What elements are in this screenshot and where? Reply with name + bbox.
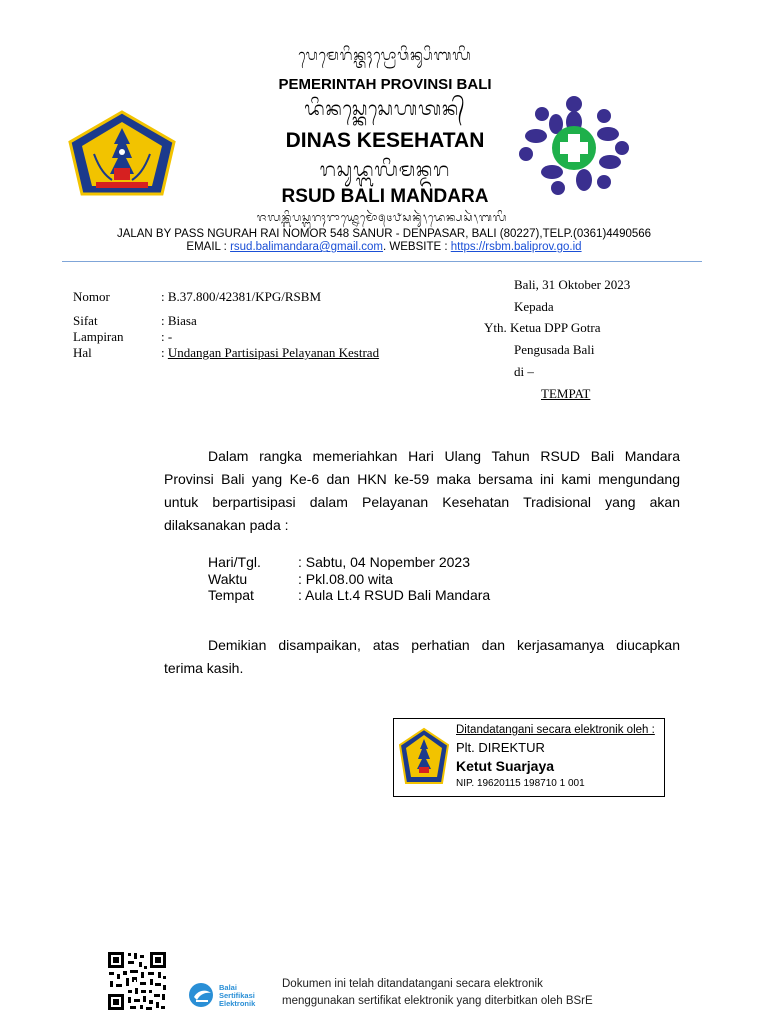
aksara-address: ᬚᬮᬦ᭄ᬩᬶᬧᬲ᭄ᬗᬸᬭᬄᬭᬵᬬ᭄ᬦᭀᬫᭀᬃ᭕᭔᭘ᬲᬦᬸᬃ᭞ᬤᬾᬦ᭄ᬧᬲᬃ᭞ᬩᬮᬶ <box>256 211 508 224</box>
detail-date-value: : Sabtu, 04 Nopember 2023 <box>298 554 471 570</box>
hospital-title: RSUD BALI MANDARA <box>281 186 489 207</box>
para1-line-2: Provinsi Bali yang Ke-6 dan HKN ke-59 maka bersama ini kami mengundang <box>164 471 680 487</box>
signer-nip: NIP. 19620115 198710 1 001 <box>456 778 585 789</box>
e-signature-box <box>393 718 665 797</box>
para2-line-2: terima kasih. <box>164 660 244 676</box>
bsre-label-line-3: Elektronik <box>219 999 256 1008</box>
nomor-value: : B.37.800/42381/KPG/RSBM <box>161 289 322 304</box>
website-label: . WEBSITE : <box>383 241 451 253</box>
lampiran-label: Lampiran <box>73 329 124 344</box>
body-paragraph-1 <box>164 445 680 537</box>
letter-date: Bali, 31 Oktober 2023 <box>514 277 631 292</box>
detail-time-value: : Pkl.08.00 wita <box>298 571 393 587</box>
department-title: DINAS KESEHATAN <box>285 129 485 152</box>
signer-position: Plt. DIREKTUR <box>456 740 545 755</box>
bsre-label <box>219 984 255 1008</box>
detail-place-label: Tempat <box>208 587 254 603</box>
e-sign-note <box>282 976 593 1010</box>
para1-line-1: Dalam rangka memeriahkan Hari Ulang Tahun RSUD Bali Mandara <box>208 448 680 464</box>
detail-date-label: Hari/Tgl. <box>208 554 261 570</box>
lampiran-value: : - <box>161 329 173 344</box>
recipient-line-1: Yth. Ketua DPP Gotra <box>484 320 601 335</box>
kepada-label: Kepada <box>514 299 554 314</box>
recipient-tempat: TEMPAT <box>541 386 591 401</box>
para2-line-1: Demikian disampaikan, atas perhatian dan kerjasamanya diucapkan <box>208 637 680 653</box>
bsre-label-line-1: Balai <box>219 983 237 992</box>
recipient-di: di – <box>514 364 534 379</box>
detail-time-label: Waktu <box>208 571 248 587</box>
detail-place-value: : Aula Lt.4 RSUD Bali Mandara <box>298 587 491 603</box>
sifat-value: : Biasa <box>161 313 197 328</box>
bali-province-emblem-icon <box>66 110 178 196</box>
qr-code-icon[interactable] <box>106 950 168 1012</box>
aksara-line-1: ᬧᬾᬫᬾᬭᬶᬦ᭄ᬢᬄᬧ᭄ᬭᭀᬯᬶᬦ᭄ᬲᬶᬩᬮᬶ <box>298 46 472 64</box>
para1-line-4: dilaksanakan pada : <box>164 517 289 533</box>
bsre-logo-icon <box>188 982 216 1008</box>
aksara-line-2: ᬤᬶᬦᬲ᭄ᬓᬾᬲᬾᬳᬢᬦ᭄ <box>304 98 466 120</box>
signed-by-label: Ditandatangani secara elektronik oleh : <box>456 724 655 736</box>
para1-line-3: untuk berpartisipasi dalam Pelayanan Kesehatan Tradisional yang akan <box>164 494 680 510</box>
website-link[interactable]: https://rsbm.baliprov.go.id <box>450 241 582 253</box>
e-sign-note-line-1: Dokumen ini telah ditandatangani secara elektronik <box>282 978 543 990</box>
nomor-label: Nomor <box>73 289 110 304</box>
email-label: EMAIL : <box>186 241 231 253</box>
recipient-line-2: Pengusada Bali <box>514 342 595 357</box>
email-link[interactable]: rsud.balimandara@gmail.com <box>230 241 384 253</box>
header-divider <box>62 261 702 262</box>
signer-name: Ketut Suarjaya <box>456 758 555 774</box>
rsud-logo-icon <box>512 92 636 202</box>
body-paragraph-2 <box>164 634 680 680</box>
hal-label: Hal <box>73 345 92 360</box>
signature-emblem-icon <box>398 727 450 785</box>
province-title: PEMERINTAH PROVINSI BALI <box>278 76 492 93</box>
address-line: JALAN BY PASS NGURAH RAI NOMOR 548 SANUR - DENPASAR, BALI (80227),TELP.(0361)4490566 <box>116 228 652 240</box>
contact-line <box>40 241 728 253</box>
aksara-line-3: ᬭᬲᬸᬤ᭄ᬩᬮᬶᬫᬦ᭄ᬤᬭ <box>319 159 451 181</box>
hal-value: Undangan Partisipasi Pelayanan Kestrad <box>167 345 380 360</box>
sifat-label: Sifat <box>73 313 98 328</box>
bsre-label-line-2: Sertifikasi <box>219 991 255 1000</box>
hal-prefix: : <box>161 345 168 360</box>
e-sign-note-line-2: menggunakan sertifikat elektronik yang diterbitkan oleh BSrE <box>282 995 593 1007</box>
hal-value-row <box>161 345 379 361</box>
